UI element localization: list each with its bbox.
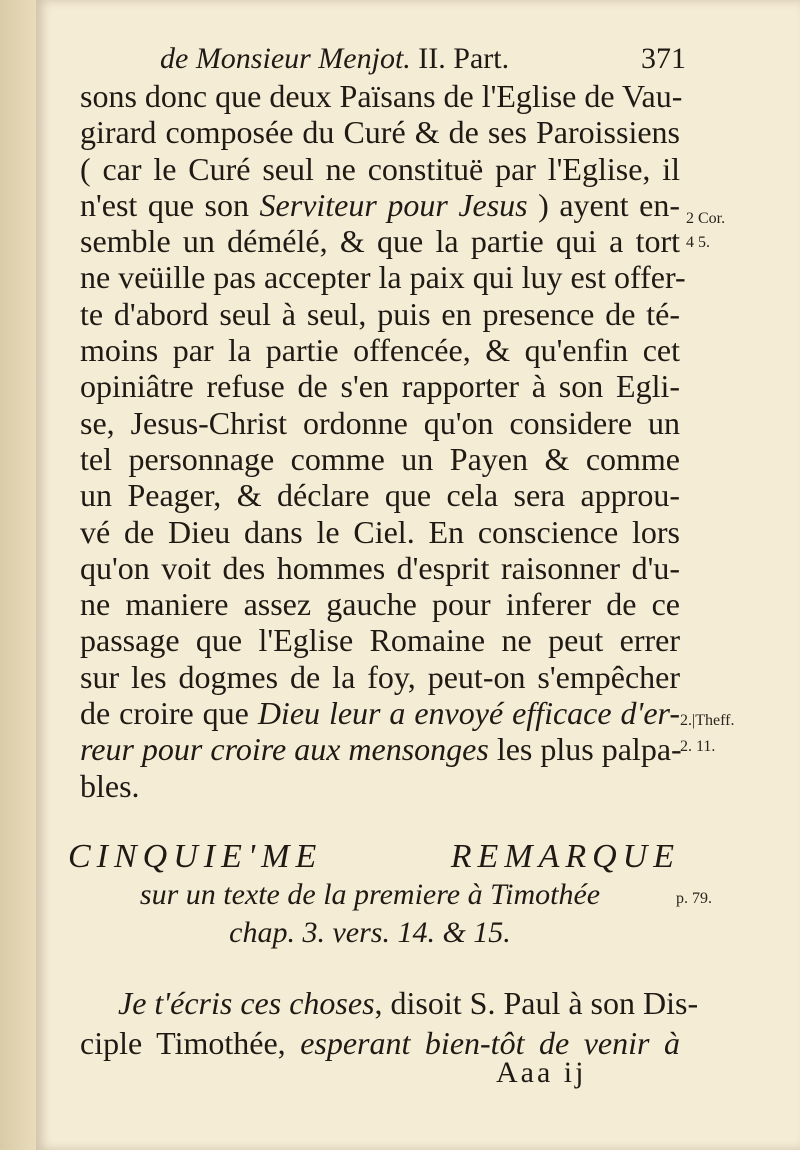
section-subtitle: sur un texte de la premiere à Timothée (139, 878, 601, 911)
italic-phrase: Je t'écris ces choses (118, 985, 375, 1021)
text-line (80, 1023, 680, 1063)
section-title (68, 838, 680, 876)
text-line: passage que l'Eglise Romaine ne peut errer (80, 622, 680, 659)
text-line: girard composée du Curé & de ses Paroissiens (80, 114, 680, 151)
italic-phrase: Serviteur pour Jesus (259, 186, 528, 223)
text-line (80, 187, 680, 223)
margin-note-cor-b: 4 5. (686, 234, 710, 251)
margin-note-page-ref: p. 79. (676, 890, 712, 907)
text-line: te d'abord seul à seul, puis en presence de té- (80, 295, 680, 332)
section-reference: chap. 3. vers. 14. & 15. (229, 916, 511, 949)
text-segment: n'est que son (80, 186, 260, 223)
text-line: se, Jesus-Christ ordonne qu'on considere un (80, 404, 680, 441)
italic-phrase: reur pour croire aux mensonges (80, 731, 489, 768)
text-line (80, 695, 680, 731)
text-line: moins par la partie offencée, & qu'enfin cet (80, 332, 680, 369)
text-segment: les plus palpa- (488, 731, 682, 768)
text-segment: , disoit S. Paul à son Dis- (374, 985, 699, 1021)
page-header (160, 42, 690, 82)
text-line (80, 983, 699, 1023)
text-line: vé de Dieu dans le Ciel. En conscience lors (80, 513, 680, 550)
catchword: Aaa ij (496, 1056, 587, 1089)
text-line: ne veüille pas accepter la paix qui luy est offer- (80, 259, 686, 296)
text-line: ne maniere assez gauche pour inferer de ce (80, 586, 680, 623)
text-line: sur les dogmes de la foy, peut-on s'empêcher (80, 658, 680, 695)
text-line: bles. (80, 767, 140, 804)
running-title: de Monsieur Menjot. (160, 42, 411, 75)
main-paragraph (80, 78, 686, 804)
text-line: un Peager, & déclare que cela sera approu- (80, 477, 680, 514)
text-line: sons donc que deux Païsans de l'Eglise de Vau- (80, 78, 683, 114)
text-line: semble un démélé, & que la partie qui a tort (80, 223, 680, 260)
second-paragraph (80, 983, 699, 1063)
section-title-word1: CINQUIE'ME (68, 838, 323, 875)
book-gutter (0, 0, 36, 1150)
section-title-word2: REMARQUE (450, 838, 680, 875)
margin-note-thess-a: 2.|Theff. (680, 712, 735, 729)
text-segment: ) ayent en- (527, 186, 681, 223)
text-line: qu'on voit des hommes d'esprit raisonner d'u- (80, 549, 680, 586)
text-line: opiniâtre refuse de s'en rapporter à son Egli- (80, 368, 680, 405)
part-label: II. Part. (418, 42, 510, 75)
margin-note-cor-a: 2 Cor. (686, 210, 726, 227)
margin-note-thess-b: 2. 11. (680, 738, 716, 755)
text-line: ( car le Curé seul ne constituë par l'Eglise, il (80, 150, 680, 187)
italic-phrase: Dieu leur a envoyé efficace d'er- (257, 695, 681, 732)
italic-phrase: esperant bien-tôt de venir à (300, 1025, 681, 1061)
text-line (80, 731, 680, 767)
text-segment: ciple Timothée, (80, 1025, 301, 1061)
page-number: 371 (641, 42, 686, 75)
text-segment: de croire que (80, 695, 258, 732)
text-line: tel personnage comme un Payen & comme (80, 440, 680, 477)
